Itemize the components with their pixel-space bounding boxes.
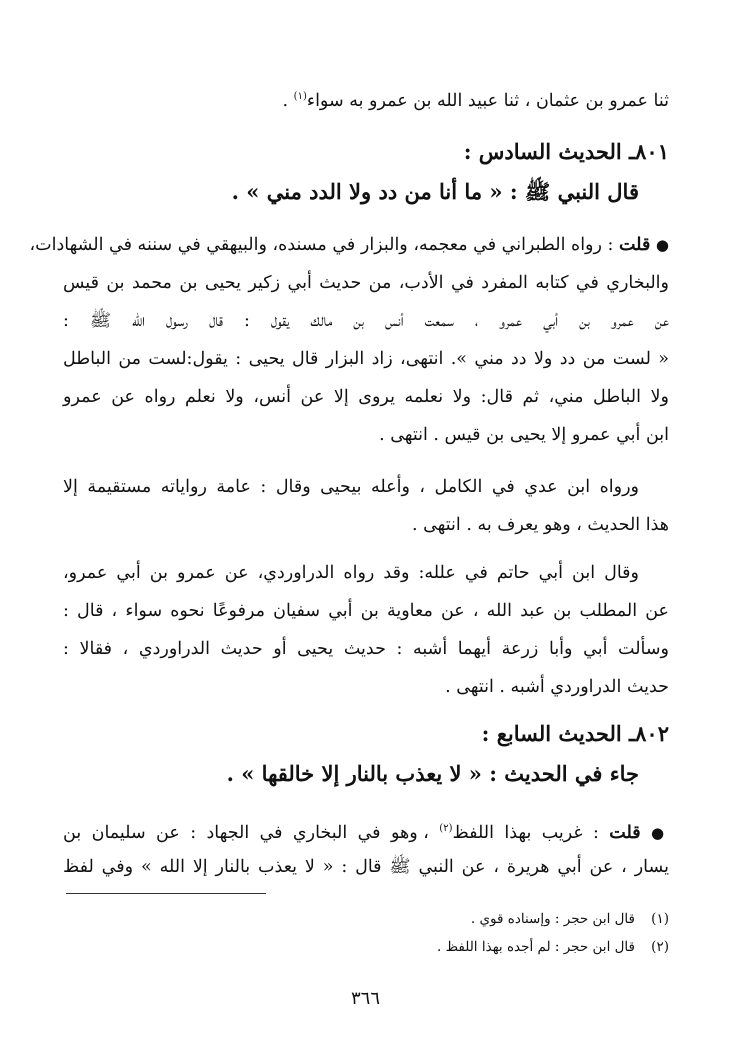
para3-line-2: عن المطلب بن عبد الله ، عن معاوية بن أبي سفيان مرفوعًا نحوه سواء ، قال : <box>63 601 669 621</box>
para2-line-2: هذا الحديث ، وهو يعرف به . انتهى . <box>411 515 669 535</box>
qultu-label: قلت <box>609 822 641 843</box>
footnote-ref-2[interactable]: (٢) <box>439 823 453 834</box>
para3-line-4: حديث الدراوردي أشبه . انتهى . <box>445 677 669 697</box>
hadith-801-text: قال النبي ﷺ : « ما أنا من دد ولا الدد مني » . <box>231 179 639 204</box>
para1-line-4: « لست من دد ولا دد مني ». انتهى، زاد البزار قال يحيى : يقول:لست من الباطل <box>63 349 669 369</box>
hadith-802-heading: ٨٠٢ـ الحديث السابع : <box>481 721 669 746</box>
para3-line-3: وسألت أبي وأبا زرعة أيهما أشبه : حديث يحيى أو حديث الدراوردي ، فقالا : <box>63 639 669 659</box>
footnote-2: (٢)قال ابن حجر : لم أجده بهذا اللفظ . <box>437 939 669 955</box>
qultu-label: قلت <box>618 235 651 255</box>
para2-line-1: ورواه ابن عدي في الكامل ، وأعله بيحيى وقال : عامة رواياته مستقيمة إلا <box>63 477 639 497</box>
para1-line-3: عن عمرو بن أبي عمرو ، سمعت أنس بن مالك يقول : قال رسول الله ﷺ : <box>63 311 669 331</box>
para4-line-1: ● قلت : غريب بهذا اللفظ$^{(٢)}$ ، وهو في البخاري في الجهاد : عن سليمان بن <box>63 822 669 843</box>
para4-line-2: يسار ، عن أبي هريرة ، عن النبي ﷺ قال : « لا يعذب بالنار إلا الله » وفي لفظ <box>63 857 669 877</box>
hadith-801-heading: ٨٠١ـ الحديث السادس : <box>463 139 669 164</box>
footnote-divider <box>66 893 266 894</box>
para1-line-6: ابن أبي عمرو إلا يحيى بن قيس . انتهى . <box>379 425 669 445</box>
para1-line-1: ● قلت : رواه الطبراني في معجمه، والبزار في مسنده، والبيهقي في سننه في الشهادات، <box>29 235 669 255</box>
bullet-icon: ● <box>651 823 669 842</box>
footnote-ref-1[interactable]: (١) <box>293 91 307 102</box>
bullet-icon: ● <box>655 236 669 254</box>
hadith-802-text: جاء في الحديث : « لا يعذب بالنار إلا خالقها » . <box>226 761 639 786</box>
para3-line-1: وقال ابن أبي حاتم في علله: وقد رواه الدراوردي، عن عمرو بن أبي عمرو، <box>63 563 639 583</box>
para1-line-5: ولا الباطل مني، ثم قال: ولا نعلمه يروى إلا عن أنس، ولا نعلم رواه عن عمرو <box>63 387 669 407</box>
top-line: ثنا عمرو بن عثمان ، ثنا عبيد الله بن عمرو به سواء$^{(١)}$ . <box>282 90 669 111</box>
footnote-1: (١)قال ابن حجر : وإسناده قوي . <box>470 911 669 927</box>
page-number: ٣٦٦ <box>350 988 380 1009</box>
para1-line-2: والبخاري في كتابه المفرد في الأدب، من حديث أبي زكير يحيى بن محمد بن قيس <box>63 273 669 293</box>
